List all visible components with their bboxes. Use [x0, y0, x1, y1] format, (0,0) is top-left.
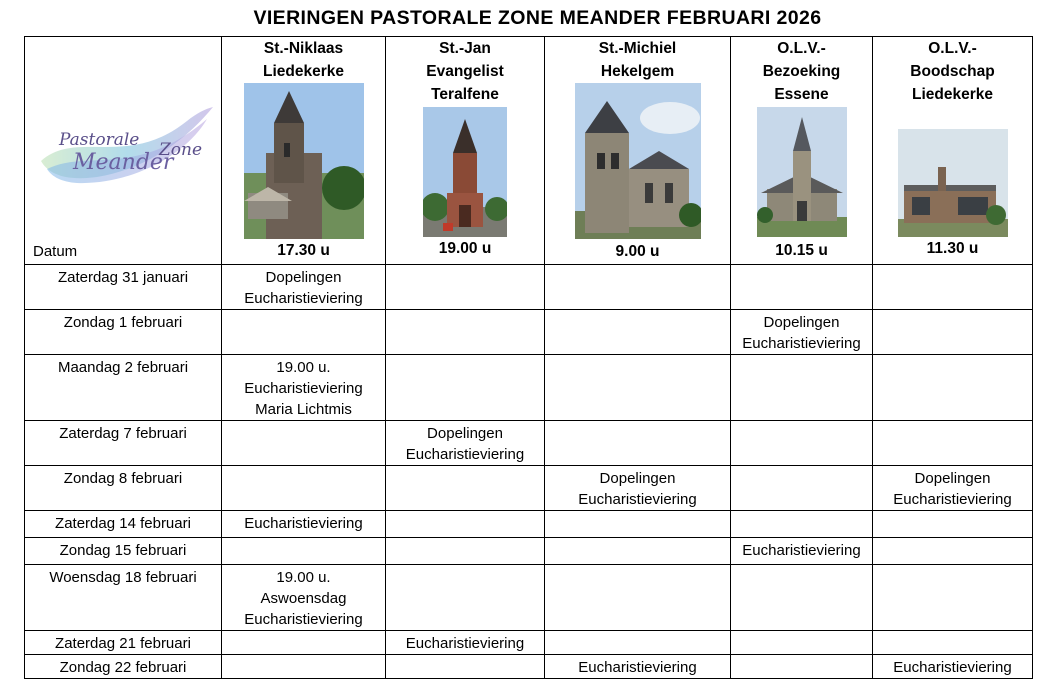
service-cell	[222, 310, 386, 355]
date-cell	[25, 538, 222, 565]
table-row	[25, 310, 1033, 355]
schedule-table	[24, 36, 1033, 679]
service-cell	[545, 310, 731, 355]
service-line: Maria Lichtmis	[255, 401, 352, 418]
date-label: Zondag 1 februari	[63, 314, 183, 331]
service-cell	[545, 265, 731, 310]
service-cell	[731, 655, 873, 679]
church-name-line: Hekelgem	[600, 63, 675, 80]
service-line: Aswoensdag	[260, 590, 347, 607]
service-line: 19.00 u.	[276, 359, 331, 376]
service-cell	[731, 310, 873, 355]
service-cell	[873, 538, 1033, 565]
service-cell	[222, 655, 386, 679]
mass-time: 11.30 u	[926, 240, 979, 257]
church-tower-photo	[244, 83, 364, 239]
date-label: Zaterdag 7 februari	[59, 425, 187, 442]
table-row	[25, 655, 1033, 679]
service-line: Eucharistieviering	[244, 290, 363, 307]
pastorale-zone-meander-logo	[37, 99, 217, 189]
service-cell	[873, 466, 1033, 511]
service-cell	[545, 565, 731, 631]
stone-church-photo	[575, 83, 701, 239]
service-cell	[873, 631, 1033, 655]
service-cell	[386, 355, 545, 421]
date-cell	[25, 421, 222, 466]
service-cell	[386, 511, 545, 538]
service-cell	[386, 565, 545, 631]
church-name-line: St.-Michiel	[598, 40, 677, 57]
date-cell	[25, 631, 222, 655]
service-cell	[731, 466, 873, 511]
date-label: Zondag 15 februari	[59, 542, 187, 559]
service-line: Eucharistieviering	[578, 491, 697, 508]
mass-time: 19.00 u	[438, 240, 492, 257]
church-name-line: Liedekerke	[263, 63, 344, 80]
brick-church-photo	[423, 107, 507, 237]
church-name-line: St.-Niklaas	[263, 40, 344, 57]
service-line: Dopelingen	[599, 470, 676, 487]
service-line: 19.00 u.	[276, 569, 331, 586]
service-cell	[545, 511, 731, 538]
logo-cell	[25, 37, 222, 265]
church-name-line: Liedekerke	[912, 86, 993, 103]
table-row	[25, 265, 1033, 310]
service-cell	[222, 538, 386, 565]
service-cell	[873, 511, 1033, 538]
service-line: Eucharistieviering	[244, 515, 363, 532]
service-line: Eucharistieviering	[578, 659, 697, 676]
service-cell	[386, 655, 545, 679]
service-cell	[873, 355, 1033, 421]
service-cell	[222, 265, 386, 310]
service-cell	[386, 310, 545, 355]
service-cell	[545, 355, 731, 421]
service-cell	[873, 310, 1033, 355]
service-cell	[873, 565, 1033, 631]
date-label: Zondag 8 februari	[63, 470, 183, 487]
church-name-line: Teralfene	[431, 86, 499, 103]
village-church-photo	[757, 107, 847, 237]
service-cell	[222, 421, 386, 466]
table-row	[25, 466, 1033, 511]
church-name-line: O.L.V.-	[928, 40, 977, 57]
service-cell	[873, 265, 1033, 310]
date-cell	[25, 310, 222, 355]
church-header-olv-boodschap	[873, 37, 1033, 265]
datum-label: Datum	[33, 243, 78, 260]
date-cell	[25, 466, 222, 511]
date-label: Woensdag 18 februari	[49, 569, 197, 586]
modern-church-photo	[898, 129, 1008, 237]
church-header-st-jan	[386, 37, 545, 265]
mass-time: 9.00 u	[615, 243, 660, 260]
date-cell	[25, 355, 222, 421]
header-row	[25, 37, 1033, 265]
service-line: Eucharistieviering	[244, 380, 363, 397]
service-line: Eucharistieviering	[405, 446, 525, 463]
table-row	[25, 538, 1033, 565]
service-cell	[731, 538, 873, 565]
service-cell	[873, 655, 1033, 679]
service-line: Eucharistieviering	[742, 335, 861, 352]
date-cell	[25, 565, 222, 631]
service-cell	[222, 511, 386, 538]
date-label: Zaterdag 31 januari	[57, 269, 189, 286]
service-cell	[731, 565, 873, 631]
mass-time: 10.15 u	[775, 242, 828, 259]
church-header-st-michiel	[545, 37, 731, 265]
logo-text-meander: Meander	[73, 150, 174, 175]
service-cell	[731, 511, 873, 538]
service-cell	[222, 466, 386, 511]
church-name-line: Bezoeking	[762, 63, 841, 80]
church-name-line: Essene	[774, 86, 829, 103]
table-row	[25, 631, 1033, 655]
date-cell	[25, 511, 222, 538]
date-cell	[25, 655, 222, 679]
service-cell	[222, 565, 386, 631]
table-row	[25, 355, 1033, 421]
service-cell	[731, 631, 873, 655]
logo-text-zone: Zone	[159, 140, 203, 160]
table-row	[25, 421, 1033, 466]
service-cell	[386, 466, 545, 511]
service-cell	[545, 655, 731, 679]
service-cell	[222, 355, 386, 421]
date-label: Maandag 2 februari	[57, 359, 189, 376]
service-cell	[545, 631, 731, 655]
service-cell	[731, 355, 873, 421]
date-label: Zaterdag 21 februari	[55, 635, 191, 652]
church-header-st-niklaas	[222, 37, 386, 265]
service-cell	[545, 538, 731, 565]
mass-time: 17.30 u	[277, 242, 330, 259]
date-label: Zondag 22 februari	[59, 659, 187, 676]
logo-text-pastorale: Pastorale	[59, 130, 140, 150]
service-cell	[386, 421, 545, 466]
service-line: Eucharistieviering	[742, 542, 861, 559]
page-title: VIERINGEN PASTORALE ZONE MEANDER FEBRUARI 2026	[253, 7, 822, 29]
service-line: Dopelingen	[914, 470, 991, 487]
service-cell	[386, 538, 545, 565]
service-line: Dopelingen	[763, 314, 840, 331]
church-header-olv-bezoeking	[731, 37, 873, 265]
service-line: Dopelingen	[265, 269, 342, 286]
service-line: Eucharistieviering	[405, 635, 525, 652]
table-row	[25, 565, 1033, 631]
service-line: Eucharistieviering	[893, 491, 1012, 508]
service-cell	[545, 421, 731, 466]
church-name-line: Evangelist	[426, 63, 504, 80]
table-row	[25, 511, 1033, 538]
service-cell	[545, 466, 731, 511]
service-cell	[386, 631, 545, 655]
service-line: Eucharistieviering	[893, 659, 1012, 676]
date-cell	[25, 265, 222, 310]
service-cell	[731, 421, 873, 466]
service-cell	[873, 421, 1033, 466]
church-name-line: St.-Jan	[439, 40, 491, 57]
church-name-line: Boodschap	[910, 63, 995, 80]
church-name-line: O.L.V.-	[777, 40, 826, 57]
service-line: Dopelingen	[427, 425, 503, 442]
service-cell	[731, 265, 873, 310]
service-line: Eucharistieviering	[244, 611, 363, 628]
date-label: Zaterdag 14 februari	[55, 515, 191, 532]
service-cell	[386, 265, 545, 310]
service-cell	[222, 631, 386, 655]
